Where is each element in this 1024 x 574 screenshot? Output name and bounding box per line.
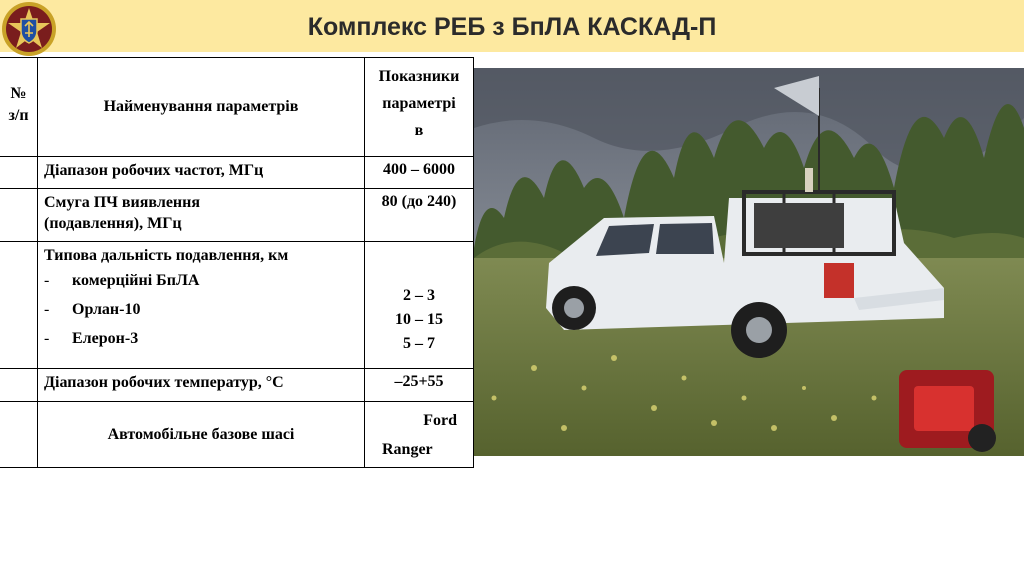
row-number-cell — [0, 242, 38, 369]
table-row — [0, 242, 474, 369]
param-value: 80 (до 240) — [365, 189, 474, 242]
param-value: 400 – 6000 — [365, 157, 474, 189]
list-item — [44, 266, 360, 295]
slide-title: Комплекс РЕБ з БпЛА КАСКАД-П — [307, 13, 717, 41]
header-parameter-name: Найменування параметрів — [38, 58, 365, 157]
table-row — [0, 189, 474, 242]
list-item — [44, 324, 360, 353]
dash-marker: - — [44, 330, 50, 347]
param-name-line: Смуга ПЧ виявлення — [44, 194, 201, 211]
header-number — [0, 58, 38, 157]
list-item-label: Елерон-3 — [72, 330, 139, 347]
header-number-abbr: з/п — [8, 107, 29, 124]
row-number-cell — [0, 157, 38, 189]
header-number-symbol: № — [10, 85, 27, 102]
dash-marker: - — [44, 301, 50, 318]
param-name-line: Типова дальність подавлення, км — [44, 247, 289, 264]
param-name: Автомобільне базове шасі — [38, 402, 365, 468]
param-value — [365, 402, 474, 468]
table-header-row — [0, 58, 474, 157]
row-number-cell — [0, 369, 38, 402]
ew-vehicle-photo-icon — [474, 68, 1024, 456]
table-row — [0, 369, 474, 402]
row-number-cell — [0, 189, 38, 242]
header-value-line: в — [414, 122, 424, 139]
parameters-table — [0, 57, 474, 468]
row-number-cell — [0, 402, 38, 468]
list-item-value: 2 – 3 — [403, 287, 435, 304]
param-value-line: Ford — [423, 412, 457, 429]
param-name: Діапазон робочих температур, °С — [38, 369, 365, 402]
list-item-value: 5 – 7 — [403, 335, 435, 352]
header-parameter-value — [365, 58, 474, 157]
header-value-line: Показники — [378, 68, 460, 85]
table-row — [0, 402, 474, 468]
param-name — [38, 189, 365, 242]
list-item — [44, 295, 360, 324]
dash-marker: - — [44, 272, 50, 289]
param-name-line: (подавлення), МГц — [44, 215, 182, 232]
param-value-line: Ranger — [382, 441, 433, 458]
list-item-value: 10 – 15 — [395, 311, 443, 328]
header-value-line: параметрі — [382, 95, 456, 112]
param-name — [38, 242, 365, 369]
list-item-label: Орлан-10 — [72, 301, 141, 318]
list-item-label: комерційні БпЛА — [72, 272, 200, 289]
param-value: –25+55 — [365, 369, 474, 402]
table-row — [0, 157, 474, 189]
param-name: Діапазон робочих частот, МГц — [38, 157, 365, 189]
param-value — [365, 242, 474, 369]
